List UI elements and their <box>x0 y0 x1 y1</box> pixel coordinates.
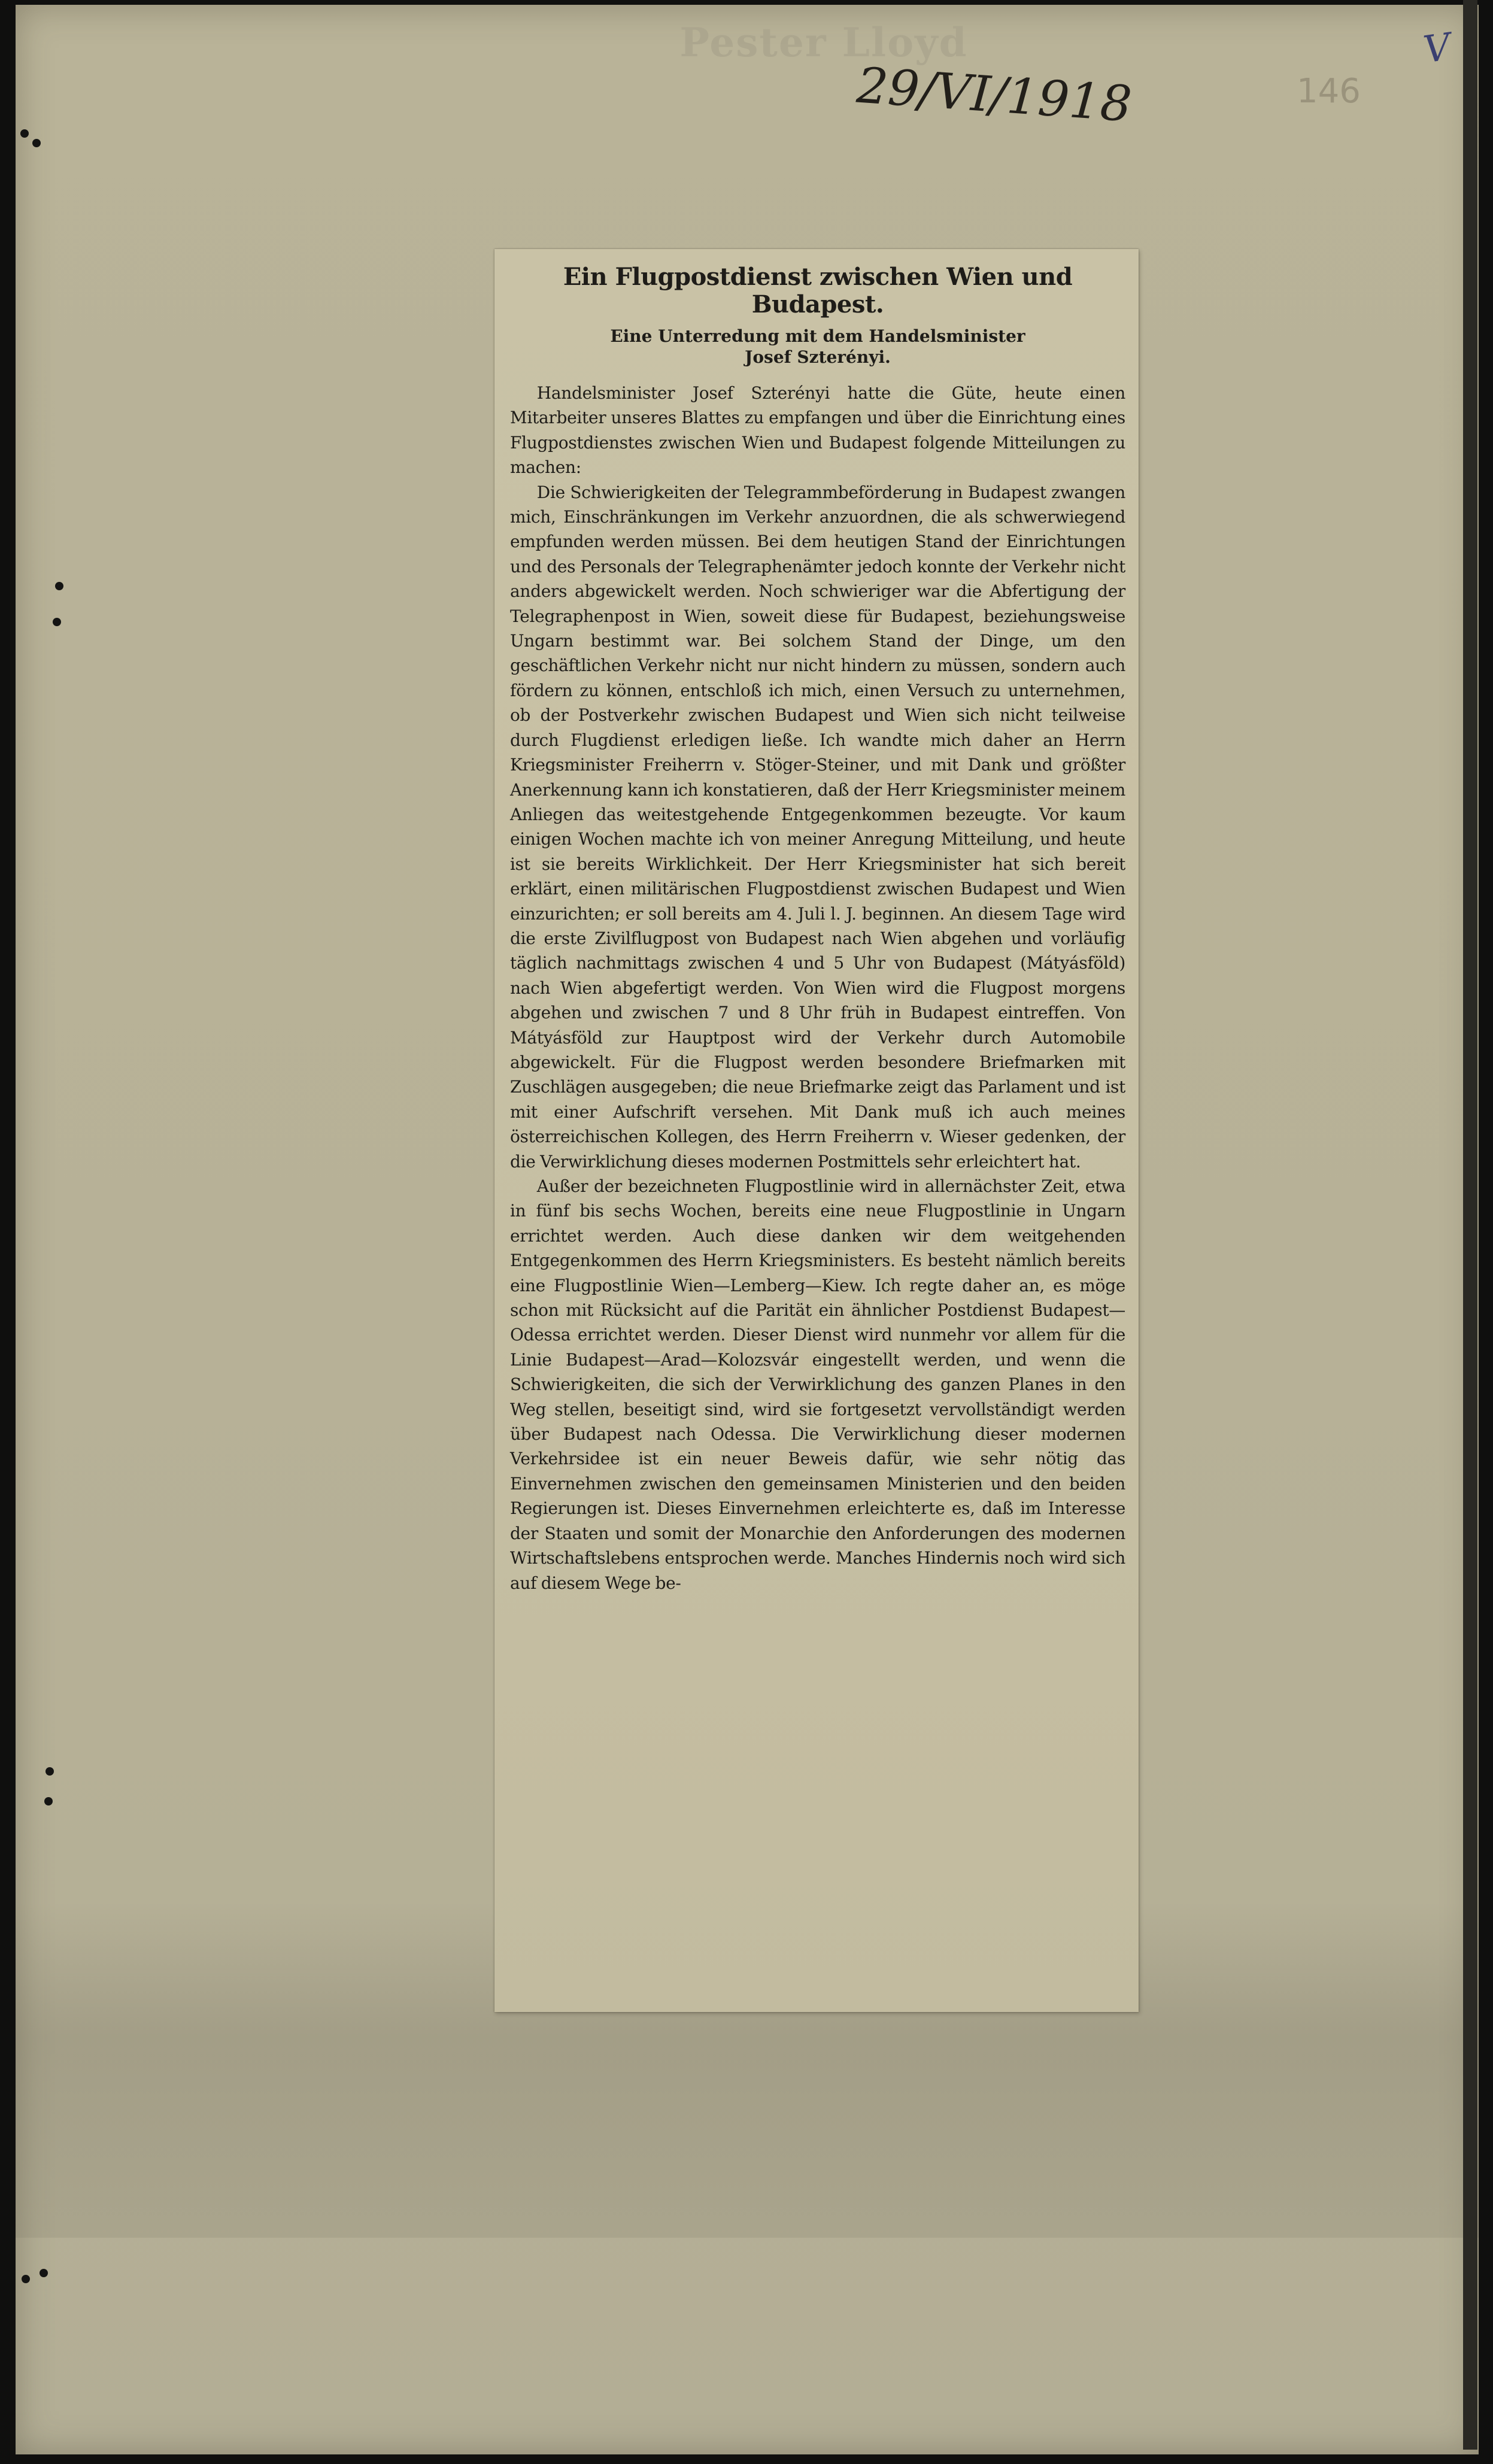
punch-hole-mark <box>32 139 41 147</box>
punch-hole-mark <box>53 618 61 626</box>
punch-hole-mark <box>20 129 29 138</box>
archive-page-number: 146 <box>1297 72 1361 111</box>
punch-hole-mark <box>40 2269 48 2277</box>
newspaper-clipping <box>494 249 1139 2012</box>
article-subtitle-line: Josef Szterényi. <box>745 347 891 367</box>
archive-sheet <box>16 5 1479 2454</box>
article-title: Ein Flugpostdienst zwischen Wien und Budapest. <box>563 263 1073 318</box>
corner-check-mark: V <box>1421 24 1453 72</box>
article-subtitle <box>510 326 1125 368</box>
article-body <box>510 381 1125 1595</box>
article-paragraph: Außer der bezeichneten Flugpostlinie wird in allernächster Zeit, etwa in fünf bis sechs Wochen, bereits eine neue Flugpostlinie in Ungarn errichtet werden. Auch diese danken wir dem weitgehenden Entgegenkommen des Herrn Kriegsministers. Es besteht nämlich bereits eine Flugpostlinie Wien—Lemberg—Kiew. Ich regte daher an, es möge schon mit Rücksicht auf die Parität ein ähnlicher Postdienst Budapest—Odessa errichtet werden. Dieser Dienst wird nunmehr vor allem für die Linie Budapest—Arad—Kolozsvár eingestellt werden, und wenn die Schwierigkeiten, die sich der Verwirklichung des ganzen Planes in den Weg stellen, beseitigt sind, wird sie fortgesetzt vervollständigt werden über Budapest nach Odessa. Die Verwirklichung dieser modernen Verkehrsidee ist ein neuer Beweis dafür, wie sehr nötig das Einvernehmen zwischen den gemeinsamen Ministerien und den beiden Regierungen ist. Dieses Einvernehmen erleichterte es, daß im Interesse der Staaten und somit der Monarchie den Anforderungen des modernen Wirtschaftslebens entsprochen werde. Manches Hindernis noch wird sich auf diesem Wege be- <box>510 1176 1125 1593</box>
handwritten-date: 29/VI/1918 <box>855 57 1134 133</box>
article-paragraph: Die Schwierigkeiten der Telegrammbeförderung in Budapest zwangen mich, Einschränkungen im Verkehr anzuordnen, die als schwerwiegend empfunden werden müssen. Bei dem heutigen Stand der Einrichtungen und des Personals der Telegraphenämter jedoch konnte der Verkehr nicht anders abgewickelt werden. Noch schwieriger war die Abfertigung der Telegraphenpost in Wien, soweit diese für Budapest, beziehungsweise Ungarn bestimmt war. Bei solchem Stand der Dinge, um den geschäftlichen Verkehr nicht nur nicht hindern zu müssen, sondern auch fördern zu können, entschloß ich mich, einen Versuch zu unternehmen, ob der Postverkehr zwischen Budapest und Wien sich nicht teilweise durch Flugdienst erledigen ließe. Ich wandte mich daher an Herrn Kriegsminister Freiherrn v. Stöger-Steiner, und mit Dank und größter Anerkennung kann ich konstatieren, daß der Herr Kriegsminister meinem Anliegen das weitestgehende Entgegenkommen bezeugte. Vor kaum einigen Wochen machte ich von meiner Anregung Mitteilung, und heute ist sie bereits Wirklichkeit. Der Herr Kriegsminister hat sich bereit erklärt, einen militärischen Flugpostdienst zwischen Budapest und Wien einzurichten; er soll bereits am 4. Juli l. J. beginnen. An diesem Tage wird die erste Zivilflugpost von Budapest nach Wien abgehen und vorläufig täglich nachmittags zwischen 4 und 5 Uhr von Budapest (Mátyásföld) nach Wien abgefertigt werden. Von Wien wird die Flugpost morgens abgehen und zwischen 7 und 8 Uhr früh in Budapest eintreffen. Von Mátyásföld zur Hauptpost wird der Verkehr durch Automobile abgewickelt. Für die Flugpost werden besondere Briefmarken mit Zuschlägen ausgegeben; die neue Briefmarke zeigt das Parlament und ist mit einer Aufschrift versehen. Mit Dank muß ich auch meines österreichischen Kollegen, des Herrn Freiherrn v. Wieser gedenken, der die Verwirklichung dieses modernen Postmittels sehr erleichtert hat. <box>510 482 1125 1172</box>
article-subtitle-line: Eine Unterredung mit dem Handelsminister <box>610 326 1025 346</box>
punch-hole-mark <box>45 1767 54 1776</box>
punch-hole-mark <box>44 1797 53 1805</box>
scan-border <box>1463 0 1477 2450</box>
punch-hole-mark <box>55 582 63 590</box>
punch-hole-mark <box>22 2275 30 2283</box>
newspaper-stamp: Pester Lloyd <box>679 19 968 66</box>
article-paragraph: Handelsminister Josef Szterényi hatte die Güte, heute einen Mitarbeiter unseres Blattes zu empfangen und über die Einrichtung eines Flugpostdienstes zwischen Wien und Budapest folgende Mitteilungen zu machen: <box>510 383 1125 478</box>
